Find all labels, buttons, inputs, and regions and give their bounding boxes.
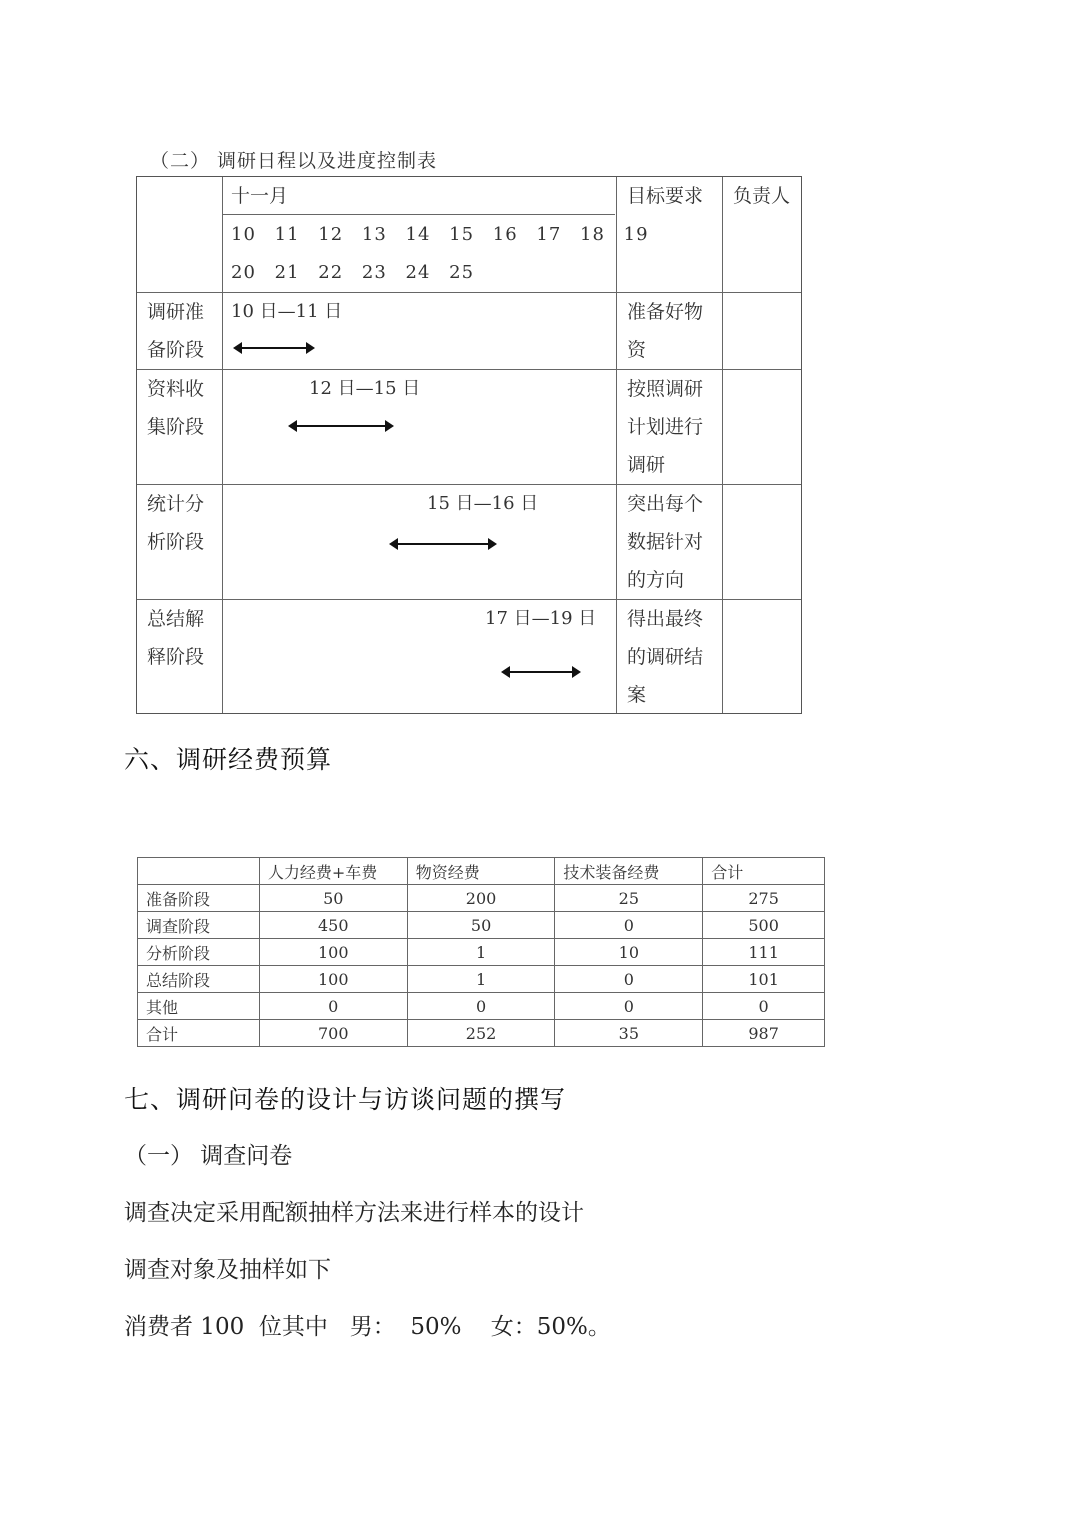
- stage-range: 12 日—15 日: [309, 378, 421, 399]
- table-header: 人力经费+车费: [259, 858, 407, 885]
- stage-range: 15 日—16 日: [427, 493, 539, 514]
- table-cell: 0: [555, 912, 703, 939]
- table-cell: 10: [555, 939, 703, 966]
- questionnaire-subheading: （一） 调查问卷: [124, 1143, 293, 1169]
- row-label: 合计: [138, 1020, 260, 1047]
- table-cell: 1: [407, 966, 555, 993]
- questionnaire-heading: 七、调研问卷的设计与访谈问题的撰写: [124, 1085, 567, 1114]
- table-row: [138, 939, 825, 966]
- schedule-heading: （二） 调研日程以及进度控制表: [150, 150, 438, 172]
- table-row: [138, 1020, 825, 1047]
- timeline-arrow: [503, 671, 579, 673]
- table-cell: 450: [259, 912, 407, 939]
- table-header: 合计: [703, 858, 825, 885]
- row-label: 其他: [138, 993, 260, 1020]
- body-paragraph: 消费者 100 位其中 男： 50% 女：50%。: [124, 1314, 611, 1340]
- stage-target: 准备好物资: [627, 301, 704, 361]
- table-header-row: [138, 858, 825, 885]
- table-cell: 500: [703, 912, 825, 939]
- divider: [722, 177, 723, 713]
- stage-label: 资料收集阶段: [147, 378, 205, 438]
- stage-target: 突出每个数据针对的方向: [627, 493, 704, 591]
- table-row: [138, 993, 825, 1020]
- divider: [616, 177, 617, 713]
- table-cell: 50: [259, 885, 407, 912]
- timeline-arrow: [290, 425, 392, 427]
- divider: [222, 177, 223, 713]
- table-cell: 0: [407, 993, 555, 1020]
- table-cell: 275: [703, 885, 825, 912]
- budget-table: [137, 857, 825, 1047]
- table-cell: 987: [703, 1020, 825, 1047]
- schedule-table: [136, 176, 802, 714]
- body-paragraph: 调查决定采用配额抽样方法来进行样本的设计: [124, 1200, 584, 1226]
- table-cell: 0: [703, 993, 825, 1020]
- timeline-arrow: [391, 543, 495, 545]
- col-owner-header: 负责人: [733, 185, 791, 207]
- row-label: 分析阶段: [138, 939, 260, 966]
- row-label: 调查阶段: [138, 912, 260, 939]
- table-header: [138, 858, 260, 885]
- table-cell: 0: [259, 993, 407, 1020]
- stage-label: 总结解释阶段: [147, 608, 205, 668]
- table-header: 技术装备经费: [555, 858, 703, 885]
- table-cell: 700: [259, 1020, 407, 1047]
- body-paragraph: 调查对象及抽样如下: [124, 1257, 331, 1283]
- stage-range: 10 日—11 日: [231, 301, 343, 322]
- table-cell: 25: [555, 885, 703, 912]
- table-cell: 0: [555, 966, 703, 993]
- month-label: 十一月: [231, 185, 289, 207]
- table-cell: 252: [407, 1020, 555, 1047]
- days-row-2: 20 21 22 23 24 25: [231, 262, 475, 283]
- table-cell: 50: [407, 912, 555, 939]
- stage-target: 按照调研计划进行调研: [627, 378, 704, 476]
- table-cell: 101: [703, 966, 825, 993]
- table-cell: 1: [407, 939, 555, 966]
- stage-label: 统计分析阶段: [147, 493, 205, 553]
- stage-label: 调研准备阶段: [147, 301, 205, 361]
- table-cell: 100: [259, 966, 407, 993]
- row-label: 准备阶段: [138, 885, 260, 912]
- table-cell: 111: [703, 939, 825, 966]
- table-cell: 100: [259, 939, 407, 966]
- row-label: 总结阶段: [138, 966, 260, 993]
- timeline-arrow: [235, 347, 313, 349]
- table-row: [138, 966, 825, 993]
- table-cell: 200: [407, 885, 555, 912]
- budget-heading: 六、调研经费预算: [124, 745, 333, 774]
- table-cell: 35: [555, 1020, 703, 1047]
- stage-range: 17 日—19 日: [485, 608, 597, 629]
- table-row: [138, 885, 825, 912]
- col-target-header: 目标要求: [627, 185, 704, 207]
- days-row-1: 10 11 12 13 14 15 16 17 18 19: [231, 224, 649, 245]
- table-header: 物资经费: [407, 858, 555, 885]
- table-row: [138, 912, 825, 939]
- stage-target: 得出最终的调研结案: [627, 608, 704, 706]
- table-cell: 0: [555, 993, 703, 1020]
